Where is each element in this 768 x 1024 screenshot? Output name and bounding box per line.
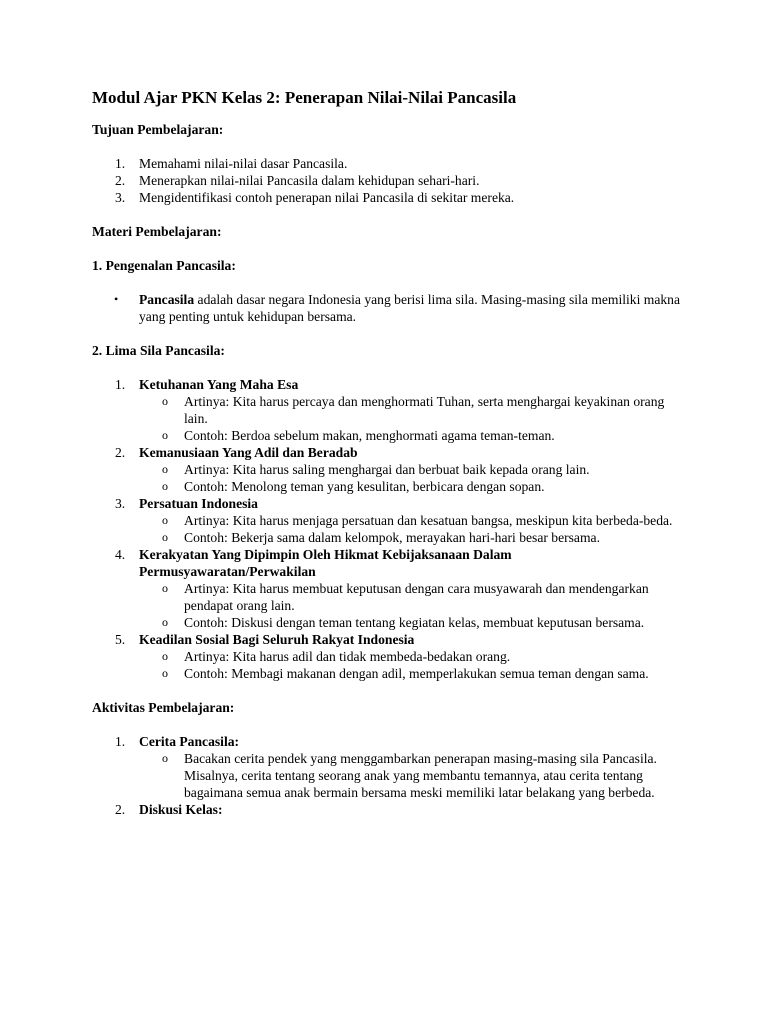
circle-bullet-icon: o: [162, 649, 168, 663]
sila-contoh: o Contoh: Membagi makanan dengan adil, memperlakukan semua teman dengan sama.: [162, 666, 649, 681]
sila-artinya: o Artinya: Kita harus saling menghargai dan berbuat baik kepada orang lain.: [162, 462, 590, 477]
sila-artinya: o Artinya: Kita harus adil dan tidak membeda-bedakan orang.: [162, 649, 511, 664]
sila-item: 3. Persatuan Indonesia: [115, 496, 258, 511]
sila-contoh: o Contoh: Diskusi dengan teman tentang kegiatan kelas, membuat keputusan bersama.: [162, 615, 645, 630]
list-item: 2. Menerapkan nilai-nilai Pancasila dalam kehidupan sehari-hari.: [115, 173, 480, 188]
tujuan-heading: Tujuan Pembelajaran:: [92, 122, 224, 137]
materi-heading: Materi Pembelajaran:: [92, 224, 222, 239]
aktivitas-heading: Aktivitas Pembelajaran:: [92, 700, 235, 715]
tujuan-list: [92, 155, 682, 206]
circle-bullet-icon: o: [162, 615, 168, 629]
circle-bullet-icon: o: [162, 581, 168, 595]
list-item: 1. Memahami nilai-nilai dasar Pancasila.: [115, 156, 348, 171]
sila-item: 5. Keadilan Sosial Bagi Seluruh Rakyat Indonesia: [115, 632, 415, 647]
document-body: [92, 87, 682, 818]
bullet-icon: •: [114, 292, 119, 306]
sila-item: 4. Kerakyatan Yang Dipimpin Oleh Hikmat Kebijaksanaan Dalam Permusyawaratan/Perwakilan: [115, 547, 512, 579]
circle-bullet-icon: o: [162, 462, 168, 476]
circle-bullet-icon: o: [162, 513, 168, 527]
sila-item: 1. Ketuhanan Yang Maha Esa: [115, 377, 299, 392]
pengenalan-bullet: • Pancasila adalah dasar negara Indonesia yang berisi lima sila. Masing-masing sila memiliki makna yang penting untuk kehidupan bersama.: [114, 292, 680, 324]
circle-bullet-icon: o: [162, 751, 168, 765]
sila-artinya: o Artinya: Kita harus membuat keputusan dengan cara musyawarah dan mendengarkan pendapat orang lain.: [162, 581, 649, 613]
aktivitas-item: 1. Cerita Pancasila:: [115, 734, 240, 749]
circle-bullet-icon: o: [162, 428, 168, 442]
list-item: 3. Mengidentifikasi contoh penerapan nilai Pancasila di sekitar mereka.: [115, 190, 515, 205]
circle-bullet-icon: o: [162, 479, 168, 493]
lima-sila-heading: 2. Lima Sila Pancasila:: [92, 343, 225, 358]
sila-artinya: o Artinya: Kita harus menjaga persatuan dan kesatuan bangsa, meskipun kita berbeda-beda.: [162, 513, 673, 528]
aktivitas-sub: o Bacakan cerita pendek yang menggambarkan penerapan masing-masing sila Pancasila. Misalnya, cerita tentang seorang anak yang membantu temannya, atau cerita tentang bagaimana semua anak bermain bersama meski memiliki latar belakang yang berbeda.: [162, 751, 657, 800]
aktivitas-item: 2. Diskusi Kelas:: [115, 802, 223, 817]
circle-bullet-icon: o: [162, 666, 168, 680]
sila-artinya: o Artinya: Kita harus percaya dan menghormati Tuhan, serta menghargai keyakinan orang lain.: [162, 394, 665, 426]
sila-contoh: o Contoh: Bekerja sama dalam kelompok, merayakan hari-hari besar bersama.: [162, 530, 600, 545]
page-title: Modul Ajar PKN Kelas 2: Penerapan Nilai-Nilai Pancasila: [92, 88, 517, 107]
sila-contoh: o Contoh: Berdoa sebelum makan, menghormati agama teman-teman.: [162, 428, 555, 443]
sila-contoh: o Contoh: Menolong teman yang kesulitan, berbicara dengan sopan.: [162, 479, 545, 494]
sila-list: [92, 376, 682, 682]
circle-bullet-icon: o: [162, 394, 168, 408]
circle-bullet-icon: o: [162, 530, 168, 544]
aktivitas-list: [92, 733, 682, 818]
sila-item: 2. Kemanusiaan Yang Adil dan Beradab: [115, 445, 358, 460]
pengenalan-heading: 1. Pengenalan Pancasila:: [92, 258, 236, 273]
